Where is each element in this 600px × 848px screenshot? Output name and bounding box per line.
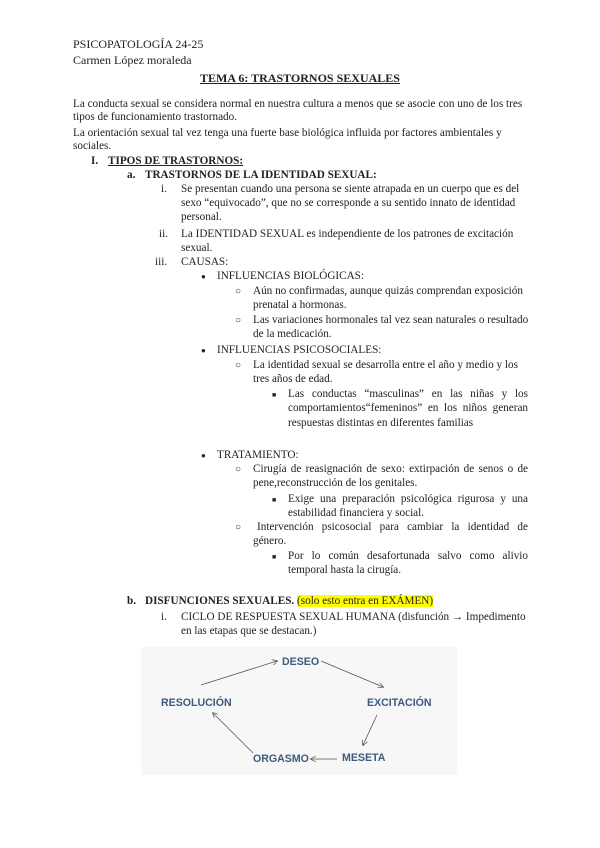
item-marker: i. [161,611,167,623]
page-title: TEMA 6: TRASTORNOS SEXUALES [200,71,400,85]
arrow-orgasmo-resolucion [213,713,253,753]
bullet-icon: ● [201,346,206,355]
item-text: Se presentan cuando una persona se siente atrapada en un cuerpo que es del [181,183,520,195]
intro-line: La orientación sexual tal vez tenga una fuerte base biológica influida por factores ambientales y [73,127,502,139]
stage-deseo: DESEO [282,656,320,668]
item-text: género. [253,535,287,547]
item-text: tres años de edad. [253,373,333,385]
item-text: CAUSAS: [181,256,229,268]
item-text: prenatal a hormonas. [253,299,347,311]
bullet-icon: ● [201,451,206,460]
course-header: PSICOPATOLOGÍA 24-25 [73,37,204,51]
item-text: La IDENTIDAD SEXUAL es independiente de los patrones de excitación [181,228,514,240]
author-name: Carmen López moraleda [73,53,192,67]
item-text: temporal hasta la cirugía. [288,564,402,576]
bullet-icon: ● [201,272,206,281]
item-text: Cirugía de reasignación de sexo: extirpación de senos o de [253,463,528,475]
square-bullet-icon: ■ [272,496,277,504]
circle-bullet-icon: ○ [235,522,242,533]
item-text: respuestas distintas en diferentes familias [288,417,474,429]
stage-meseta: MESETA [342,752,386,764]
item-marker: i. [161,183,167,195]
arrow-deseo-excitacion [321,661,383,687]
item-marker: iii. [155,256,168,268]
cause-heading: INFLUENCIAS BIOLÓGICAS: [217,270,364,282]
stage-excitacion: EXCITACIÓN [367,697,432,709]
item-text: estabilidad financiera y social. [288,507,425,519]
item-text: pene,reconstrucción de los genitales. [253,477,418,489]
item-text: Por lo común desafortunada salvo como alivio [288,550,528,562]
item-text: sexo “equivocado”, que no se corresponde a su sentido innato de identidad [181,197,516,209]
stage-resolucion: RESOLUCIÓN [161,697,232,709]
circle-bullet-icon: ○ [235,315,242,326]
section-marker: I. [91,155,99,167]
item-text: Intervención psicosocial para cambiar la identidad de [257,521,528,533]
subsection-marker: b. [127,595,137,607]
exam-note: (solo esto entra en EXÁMEN) [297,595,434,607]
item-text: CICLO DE RESPUESTA SEXUAL HUMANA (disfunción → Impedimento [181,611,526,623]
arrow-resolucion-deseo [201,661,277,685]
item-marker: ii. [159,228,169,240]
item-text: de la medicación. [253,328,332,340]
square-bullet-icon: ■ [272,391,277,399]
stage-orgasmo: ORGASMO [253,753,309,765]
subsection-heading: DISFUNCIONES SEXUALES. [145,595,295,607]
item-text: comportamientos“femeninos” en los niños generan [288,402,528,414]
intro-line: sociales. [73,140,112,152]
intro-line: tipos de funcionamiento trastornado. [73,111,238,123]
item-text: sexual. [181,242,213,254]
cause-heading: INFLUENCIAS PSICOSOCIALES: [217,344,382,356]
item-text: La identidad sexual se desarrolla entre el año y medio y los [253,359,518,371]
item-text: personal. [181,211,222,223]
section-heading: TIPOS DE TRASTORNOS: [108,155,244,167]
square-bullet-icon: ■ [272,553,277,561]
cause-heading: TRATAMIENTO: [217,449,299,461]
subsection-heading-line [145,595,433,609]
item-text: en las etapas que se destacan.) [181,625,317,637]
sexual-response-cycle-diagram [141,647,457,775]
item-text: Aún no confirmadas, aunque quizás comprendan exposición [253,285,523,297]
arrow-excitacion-meseta [363,715,377,745]
intro-line: La conducta sexual se considera normal en nuestra cultura a menos que se asocie con uno de los tres [73,98,523,110]
subsection-heading: TRASTORNOS DE LA IDENTIDAD SEXUAL: [145,169,377,181]
circle-bullet-icon: ○ [235,360,242,371]
item-text: Las variaciones hormonales tal vez sean naturales o resultado [253,314,529,326]
circle-bullet-icon: ○ [235,286,242,297]
item-text: Las conductas “masculinas” en las niñas y los [288,388,528,400]
circle-bullet-icon: ○ [235,464,242,475]
item-text: Exige una preparación psicológica rigurosa y una [288,493,528,505]
subsection-marker: a. [127,169,136,181]
